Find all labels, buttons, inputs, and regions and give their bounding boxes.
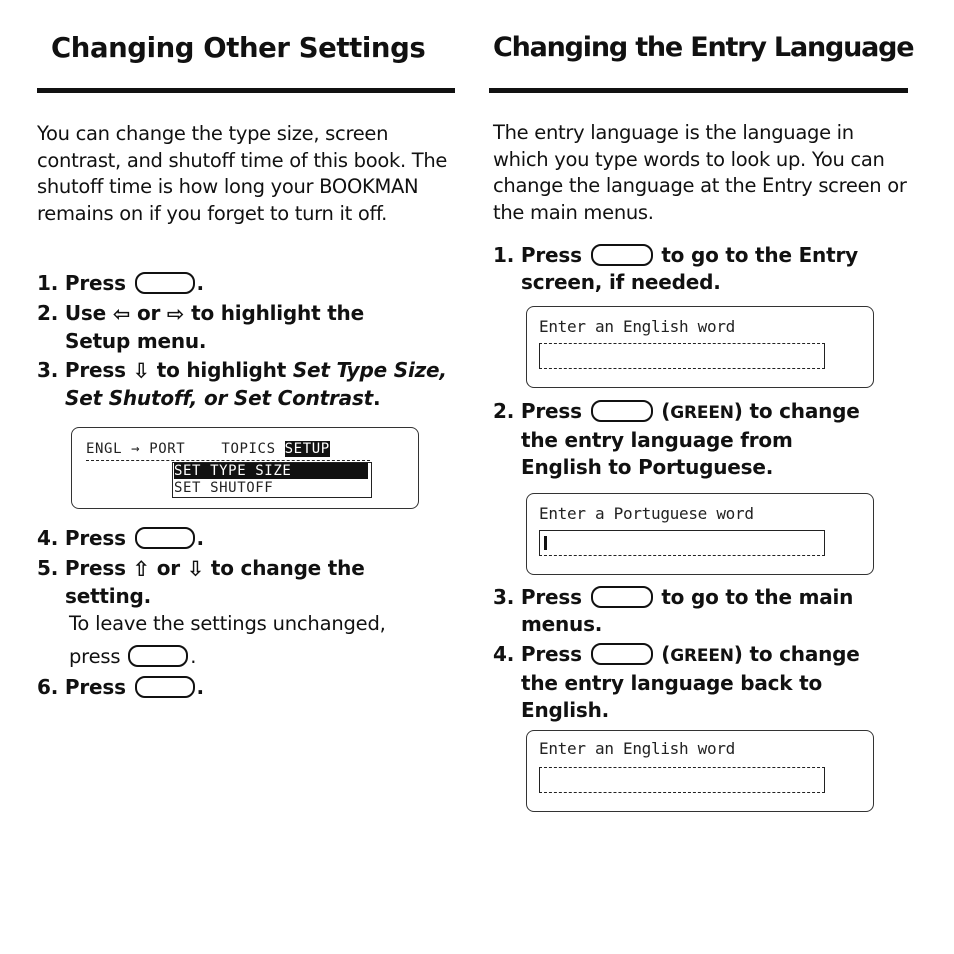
up-arrow-icon: ⇧: [132, 557, 150, 581]
enter-key-icon: [135, 272, 195, 294]
step-2: 2. Press (GREEN) to change the entry language from English to Portuguese.: [493, 399, 860, 479]
step-text: Set Type Size,: [292, 358, 447, 382]
step-text: to change: [749, 642, 860, 666]
intro-paragraph: The entry language is the language in which you type words to look up. You can change the language at the Entry screen or the main menus.: [493, 121, 907, 224]
lcd-prompt: Enter an English word: [539, 739, 735, 758]
step-text: to change the: [210, 556, 365, 580]
step-text: 3. Press: [37, 358, 126, 382]
step-text: 2. Press: [493, 399, 582, 423]
lcd-text: ENGL → PORT TOPICS: [86, 441, 285, 457]
step-text: 1. Press: [493, 243, 582, 267]
lcd-prompt: Enter a Portuguese word: [539, 504, 754, 523]
lcd-setup-highlight: SETUP: [284, 441, 330, 457]
intro-paragraph: You can change the type size, screen contrast, and shutoff time of this book. The shutoff time is how long your BOOKMAN remains on if you forget to turn it off.: [37, 122, 448, 225]
step-text: Set Shutoff, or Set Contrast: [65, 386, 374, 410]
step-2: [37, 300, 364, 355]
key-color-label: GREEN: [670, 403, 734, 423]
lcd-item-shutoff: SET SHUTOFF: [174, 480, 274, 496]
step-text: to highlight: [156, 358, 287, 382]
step-text: screen, if needed.: [521, 270, 721, 294]
note-unchanged: To leave the settings unchanged, press .: [69, 607, 386, 673]
enter-key-icon: [135, 527, 195, 549]
lcd-item-type-size: SET TYPE SIZE: [174, 463, 368, 479]
enter-key-icon: [135, 676, 195, 698]
step-1: [493, 242, 858, 296]
note-text: press: [69, 645, 121, 668]
step-1: 1. Press .: [37, 271, 204, 295]
step-text: to change: [749, 399, 860, 423]
key-color-label: GREEN: [670, 646, 734, 666]
step-text: 3. Press: [493, 585, 582, 609]
lcd-screen-english-2: [526, 730, 874, 812]
title-rule: [489, 88, 908, 93]
step-text: or: [136, 301, 161, 325]
lcd-prompt: Enter an English word: [539, 317, 735, 336]
lcd-screen-english-1: [526, 306, 874, 388]
lcd-divider: [86, 460, 370, 461]
step-text: to highlight the: [191, 301, 364, 325]
menu-key-icon: [591, 586, 653, 608]
step-3: [493, 584, 853, 638]
step-text: 1. Press: [37, 271, 126, 295]
green-key-icon: [591, 643, 653, 665]
down-arrow-icon: ⇩: [186, 557, 205, 581]
step-text: setting.: [65, 584, 151, 608]
step-text: 5. Press: [37, 556, 126, 580]
step-text: or: [156, 556, 180, 580]
step-text: the entry language back to: [521, 671, 823, 695]
lcd-cursor: [544, 536, 547, 550]
clear-key-icon: [591, 244, 653, 266]
step-5: [37, 555, 365, 610]
left-arrow-icon: ⇦: [112, 302, 131, 326]
step-text: 4. Press: [493, 642, 582, 666]
step-text: 6. Press: [37, 675, 126, 699]
step-text: Setup menu.: [65, 329, 207, 353]
lcd-screen-portuguese: [526, 493, 874, 575]
lcd-menu-bar: [86, 441, 330, 457]
step-text: to go to the Entry: [661, 243, 858, 267]
step-text: menus.: [521, 612, 603, 636]
step-text: English to Portuguese.: [521, 455, 774, 479]
step-text: 4. Press: [37, 526, 126, 550]
right-arrow-icon: ⇨: [166, 302, 185, 326]
step-text: 2. Use: [37, 301, 106, 325]
back-key-icon: [128, 645, 188, 667]
step-text: English.: [521, 698, 610, 722]
section-title-other-settings: Changing Other Settings: [51, 32, 426, 64]
lcd-entry-field: [539, 767, 825, 793]
step-text: to go to the main: [661, 585, 854, 609]
note-text: To leave the settings unchanged,: [69, 612, 386, 635]
step-4: 4. Press .: [37, 526, 204, 550]
step-text: the entry language from: [521, 428, 793, 452]
down-arrow-icon: ⇩: [132, 359, 150, 383]
lcd-screen-setup-menu: [71, 427, 419, 509]
lcd-entry-field: [539, 530, 825, 556]
green-key-icon: [591, 400, 653, 422]
title-rule: [37, 88, 455, 93]
step-3: 3. Press ⇩ to highlight Set Type Size, Set Shutoff, or Set Contrast.: [37, 358, 447, 410]
step-6: 6. Press .: [37, 675, 204, 699]
step-4: 4. Press (GREEN) to change the entry language back to English.: [493, 642, 860, 722]
lcd-entry-field: [539, 343, 825, 369]
section-title-entry-language: Changing the Entry Language: [493, 32, 914, 63]
